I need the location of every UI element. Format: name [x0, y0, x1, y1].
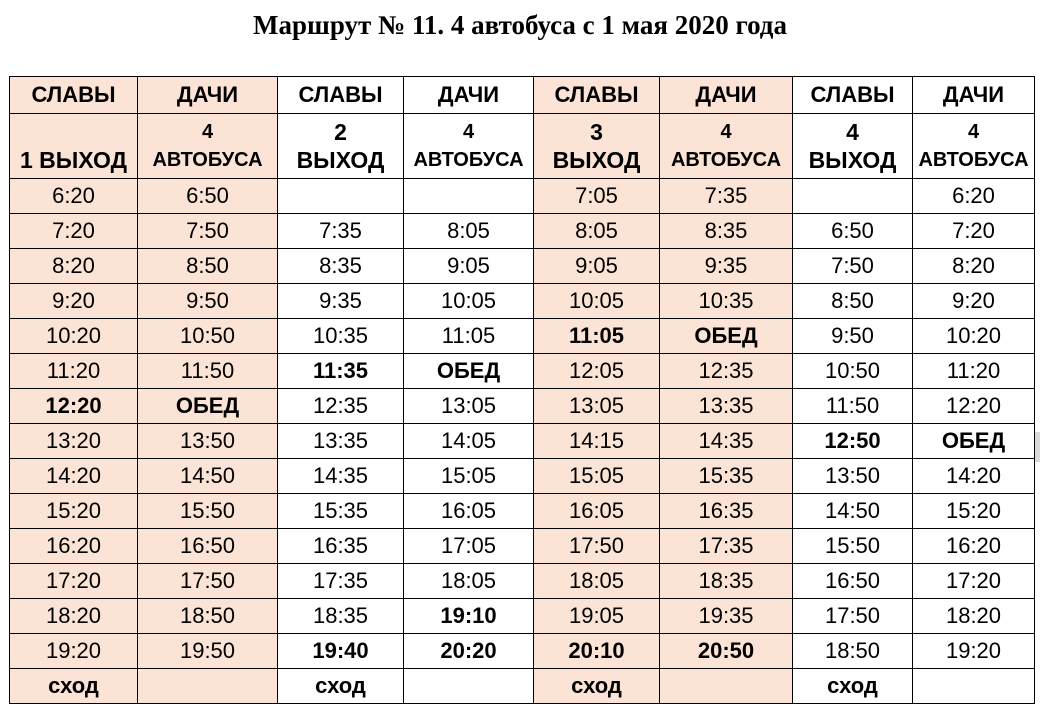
- time-cell: 9:50: [138, 284, 278, 319]
- time-cell: сход: [534, 669, 660, 704]
- time-cell: сход: [793, 669, 913, 704]
- table-row: [10, 319, 1035, 354]
- table-row: [10, 179, 1035, 214]
- time-cell: 17:35: [278, 564, 404, 599]
- time-cell: 13:35: [278, 424, 404, 459]
- time-cell: ОБЕД: [913, 424, 1035, 459]
- time-cell: 16:50: [793, 564, 913, 599]
- header-cell: СЛАВЫ: [278, 77, 404, 114]
- time-cell: 13:20: [10, 424, 138, 459]
- time-cell: 8:05: [404, 214, 534, 249]
- time-cell: [660, 669, 793, 704]
- header-cell: СЛАВЫ: [793, 77, 913, 114]
- time-cell: сход: [10, 669, 138, 704]
- time-cell: 12:35: [660, 354, 793, 389]
- time-cell: 18:05: [534, 564, 660, 599]
- time-cell: 17:20: [913, 564, 1035, 599]
- time-cell: 11:05: [534, 319, 660, 354]
- header-cell: ДАЧИ: [913, 77, 1035, 114]
- time-cell: 19:05: [534, 599, 660, 634]
- time-cell: 18:50: [138, 599, 278, 634]
- time-cell: 8:05: [534, 214, 660, 249]
- time-cell: 18:50: [793, 634, 913, 669]
- time-cell: ОБЕД: [660, 319, 793, 354]
- time-cell: [404, 179, 534, 214]
- time-cell: 14:20: [913, 459, 1035, 494]
- table-row: [10, 214, 1035, 249]
- header-cell: СЛАВЫ: [10, 77, 138, 114]
- subheader-cell: [660, 114, 793, 179]
- subheader-cell: [534, 114, 660, 179]
- time-cell: 16:05: [404, 494, 534, 529]
- time-cell: 18:35: [278, 599, 404, 634]
- time-cell: 10:35: [660, 284, 793, 319]
- time-cell: 19:10: [404, 599, 534, 634]
- time-cell: 17:20: [10, 564, 138, 599]
- subheader-top: 3: [590, 119, 603, 145]
- header-cell: ДАЧИ: [404, 77, 534, 114]
- time-cell: 9:35: [660, 249, 793, 284]
- time-cell: 17:35: [660, 529, 793, 564]
- time-cell: 14:35: [660, 424, 793, 459]
- time-cell: 11:20: [10, 354, 138, 389]
- time-cell: 9:50: [793, 319, 913, 354]
- time-cell: 6:20: [10, 179, 138, 214]
- time-cell: 13:50: [793, 459, 913, 494]
- table-row: [10, 564, 1035, 599]
- time-cell: 10:50: [138, 319, 278, 354]
- time-cell: 7:35: [278, 214, 404, 249]
- time-cell: 11:35: [278, 354, 404, 389]
- time-cell: 9:20: [913, 284, 1035, 319]
- time-cell: 9:35: [278, 284, 404, 319]
- time-cell: 15:50: [138, 494, 278, 529]
- time-cell: 8:50: [138, 249, 278, 284]
- header-row: [10, 77, 1035, 114]
- table-row: [10, 389, 1035, 424]
- time-cell: 14:20: [10, 459, 138, 494]
- time-cell: 13:35: [660, 389, 793, 424]
- subheader-cell: [913, 114, 1035, 179]
- time-cell: 16:20: [10, 529, 138, 564]
- time-cell: 14:05: [404, 424, 534, 459]
- subheader-cell: [404, 114, 534, 179]
- time-cell: 11:20: [913, 354, 1035, 389]
- time-cell: 16:35: [278, 529, 404, 564]
- time-cell: 20:20: [404, 634, 534, 669]
- table-row: [10, 529, 1035, 564]
- time-cell: 15:20: [913, 494, 1035, 529]
- subheader-bottom: АВТОБУСА: [918, 149, 1029, 171]
- subheader-top: 4: [201, 121, 214, 143]
- time-cell: 18:05: [404, 564, 534, 599]
- time-cell: 8:35: [660, 214, 793, 249]
- time-cell: 14:35: [278, 459, 404, 494]
- time-cell: 11:50: [138, 354, 278, 389]
- page-title: Маршрут № 11. 4 автобуса с 1 мая 2020 года: [253, 10, 787, 40]
- time-cell: 16:20: [913, 529, 1035, 564]
- subheader-bottom: ВЫХОД: [296, 147, 385, 173]
- time-cell: [913, 669, 1035, 704]
- subheader-bottom: ВЫХОД: [552, 147, 641, 173]
- time-cell: 7:50: [793, 249, 913, 284]
- subheader-top: [10, 118, 137, 146]
- subheader-top: 4: [846, 119, 859, 145]
- time-cell: 12:20: [913, 389, 1035, 424]
- subheader-cell: [10, 114, 138, 179]
- table-row: [10, 634, 1035, 669]
- subheader-bottom: АВТОБУСА: [413, 149, 524, 171]
- table-row: [10, 249, 1035, 284]
- time-cell: 11:50: [793, 389, 913, 424]
- time-cell: 18:35: [660, 564, 793, 599]
- time-cell: 15:50: [793, 529, 913, 564]
- header-cell: СЛАВЫ: [534, 77, 660, 114]
- subheader-bottom: АВТОБУСА: [152, 149, 263, 171]
- time-cell: 9:05: [404, 249, 534, 284]
- time-cell: 7:05: [534, 179, 660, 214]
- table-row: [10, 494, 1035, 529]
- time-cell: 16:35: [660, 494, 793, 529]
- time-cell: 12:05: [534, 354, 660, 389]
- table-row: [10, 459, 1035, 494]
- time-cell: 9:05: [534, 249, 660, 284]
- schedule-table: [9, 76, 1035, 704]
- time-cell: 19:35: [660, 599, 793, 634]
- time-cell: 18:20: [10, 599, 138, 634]
- subheader-bottom: ВЫХОД: [808, 147, 897, 173]
- time-cell: 8:35: [278, 249, 404, 284]
- time-cell: 19:40: [278, 634, 404, 669]
- time-cell: 12:20: [10, 389, 138, 424]
- subheader-cell: [793, 114, 913, 179]
- time-cell: 15:05: [534, 459, 660, 494]
- time-cell: 13:50: [138, 424, 278, 459]
- time-cell: 14:15: [534, 424, 660, 459]
- time-cell: 10:20: [10, 319, 138, 354]
- time-cell: 9:20: [10, 284, 138, 319]
- time-cell: 7:35: [660, 179, 793, 214]
- time-cell: 10:20: [913, 319, 1035, 354]
- time-cell: 12:50: [793, 424, 913, 459]
- time-cell: 13:05: [404, 389, 534, 424]
- time-cell: 19:50: [138, 634, 278, 669]
- subheader-top: 4: [720, 121, 732, 143]
- time-cell: [404, 669, 534, 704]
- time-cell: 10:05: [534, 284, 660, 319]
- time-cell: 17:50: [534, 529, 660, 564]
- time-cell: 15:35: [660, 459, 793, 494]
- time-cell: 15:35: [278, 494, 404, 529]
- time-cell: [278, 179, 404, 214]
- time-cell: 13:05: [534, 389, 660, 424]
- time-cell: 6:50: [793, 214, 913, 249]
- time-cell: 15:20: [10, 494, 138, 529]
- time-cell: 17:05: [404, 529, 534, 564]
- subheader-top: 4: [462, 121, 475, 143]
- time-cell: 19:20: [913, 634, 1035, 669]
- subheader-bottom: АВТОБУСА: [670, 149, 782, 171]
- time-cell: 7:20: [913, 214, 1035, 249]
- schedule-body: [10, 77, 1035, 704]
- time-cell: 19:20: [10, 634, 138, 669]
- subheader-cell: [278, 114, 404, 179]
- time-cell: 16:05: [534, 494, 660, 529]
- time-cell: 8:20: [913, 249, 1035, 284]
- subheader-top: 2: [334, 119, 347, 145]
- header-cell: ДАЧИ: [660, 77, 793, 114]
- table-row: [10, 424, 1035, 459]
- table-row: [10, 354, 1035, 389]
- time-cell: 20:50: [660, 634, 793, 669]
- time-cell: 6:50: [138, 179, 278, 214]
- table-row: [10, 284, 1035, 319]
- time-cell: 7:20: [10, 214, 138, 249]
- time-cell: 6:20: [913, 179, 1035, 214]
- header-cell: ДАЧИ: [138, 77, 278, 114]
- time-cell: ОБЕД: [138, 389, 278, 424]
- subheader-row: [10, 114, 1035, 179]
- time-cell: 18:20: [913, 599, 1035, 634]
- subheader-top: 4: [967, 121, 980, 143]
- table-row: [10, 669, 1035, 704]
- subheader-cell: [138, 114, 278, 179]
- edge-scroll-mark: [1035, 432, 1040, 462]
- time-cell: сход: [278, 669, 404, 704]
- time-cell: 17:50: [138, 564, 278, 599]
- time-cell: 8:50: [793, 284, 913, 319]
- time-cell: 16:50: [138, 529, 278, 564]
- time-cell: 20:10: [534, 634, 660, 669]
- time-cell: 7:50: [138, 214, 278, 249]
- time-cell: [138, 669, 278, 704]
- time-cell: 10:50: [793, 354, 913, 389]
- time-cell: 17:50: [793, 599, 913, 634]
- time-cell: [793, 179, 913, 214]
- time-cell: 12:35: [278, 389, 404, 424]
- time-cell: 14:50: [793, 494, 913, 529]
- time-cell: 15:05: [404, 459, 534, 494]
- time-cell: ОБЕД: [404, 354, 534, 389]
- time-cell: 14:50: [138, 459, 278, 494]
- table-row: [10, 599, 1035, 634]
- time-cell: 10:05: [404, 284, 534, 319]
- subheader-bottom: 1 ВЫХОД: [19, 147, 128, 173]
- time-cell: 10:35: [278, 319, 404, 354]
- time-cell: 11:05: [404, 319, 534, 354]
- time-cell: 8:20: [10, 249, 138, 284]
